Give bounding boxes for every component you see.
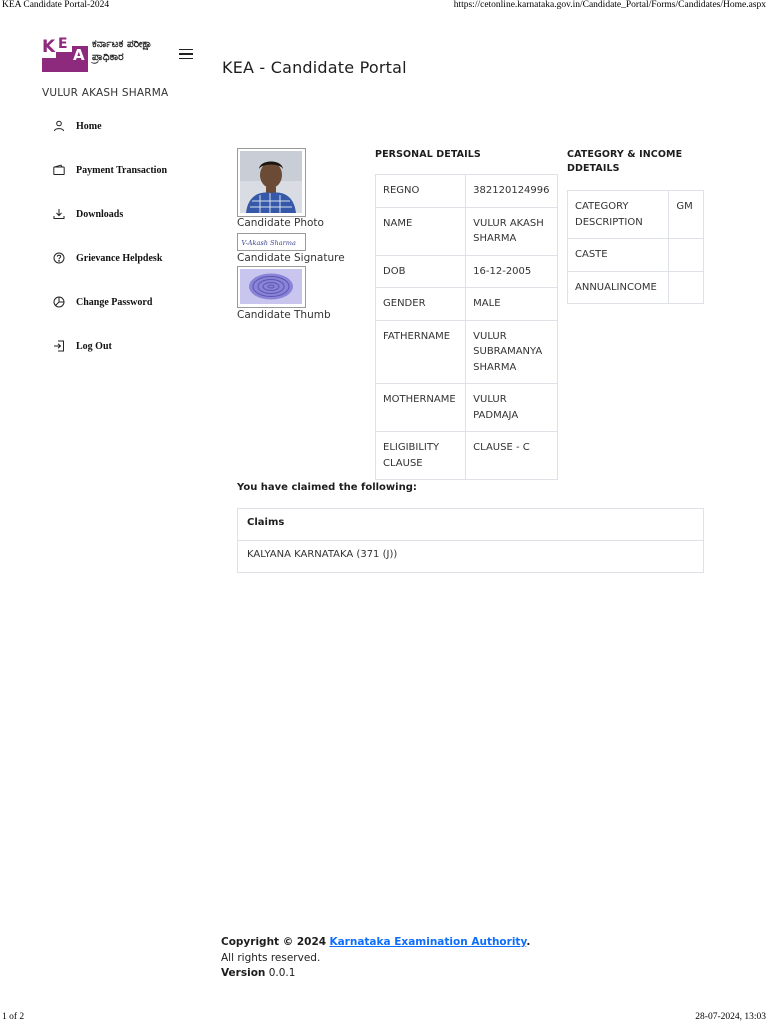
candidate-thumb-image <box>240 269 302 304</box>
gender-value: MALE <box>466 288 558 321</box>
print-footer <box>0 1010 768 1024</box>
kea-kannada-name <box>92 38 152 64</box>
sidebar-item-label: Grievance Helpdesk <box>76 252 163 264</box>
table-row <box>568 271 704 304</box>
personal-details-table <box>375 174 558 480</box>
candidate-thumb-label: Candidate Thumb <box>237 309 331 321</box>
category-details-title: CATEGORY & INCOME DDETAILS <box>567 149 683 174</box>
print-page-title: KEA Candidate Portal-2024 <box>2 0 110 10</box>
print-page-number: 1 of 2 <box>2 1012 25 1022</box>
gender-label: GENDER <box>376 288 466 321</box>
dob-value: 16-12-2005 <box>466 255 558 288</box>
help-circle-icon <box>52 251 66 265</box>
claims-intro: You have claimed the following: <box>237 482 417 493</box>
sidebar-item-downloads[interactable] <box>52 204 222 224</box>
sidebar-item-label: Log Out <box>76 340 112 352</box>
name-value: VULUR AKASH SHARMA <box>466 207 558 255</box>
sidebar-item-label: Home <box>76 120 102 132</box>
category-description-value: GM <box>669 191 704 239</box>
annual-income-value <box>669 271 704 304</box>
version-label: Version <box>221 967 266 979</box>
page-title: KEA - Candidate Portal <box>222 58 407 77</box>
logout-icon <box>52 339 66 353</box>
mothername-value: VULUR PADMAJA <box>466 384 558 432</box>
print-url: https://cetonline.karnataka.gov.in/Candidate_Portal/Forms/Candidates/Home.aspx <box>453 0 766 10</box>
fathername-label: FATHERNAME <box>376 320 466 384</box>
table-row <box>376 432 558 480</box>
kea-link[interactable]: Karnataka Examination Authority <box>329 936 527 948</box>
download-icon <box>52 207 66 221</box>
print-datetime: 28-07-2024, 13:03 <box>695 1012 766 1022</box>
user-icon <box>52 119 66 133</box>
sidebar-item-home[interactable] <box>52 116 222 136</box>
version-line <box>221 966 530 982</box>
fathername-value: VULUR SUBRAMANYA SHARMA <box>466 320 558 384</box>
print-header <box>0 0 768 12</box>
page-footer <box>221 935 530 982</box>
category-details-table <box>567 190 704 304</box>
dob-label: DOB <box>376 255 466 288</box>
sidebar-item-change-password[interactable] <box>52 292 222 312</box>
table-row <box>376 175 558 208</box>
sidebar-item-label: Payment Transaction <box>76 164 168 176</box>
candidate-photo-label: Candidate Photo <box>237 217 324 229</box>
copyright-prefix: Copyright © 2024 <box>221 936 327 948</box>
version-value: 0.0.1 <box>268 967 296 979</box>
eligibility-clause-value: CLAUSE - C <box>466 432 558 480</box>
pie-chart-icon <box>52 295 66 309</box>
table-row <box>376 288 558 321</box>
svg-text:K: K <box>42 37 56 57</box>
table-row <box>376 320 558 384</box>
caste-label: CASTE <box>568 239 669 272</box>
table-row <box>376 255 558 288</box>
kannada-line-1: ಕರ್ನಾಟಕ ಪರೀಕ್ಷಾ <box>92 38 153 50</box>
table-row <box>376 384 558 432</box>
candidate-signature <box>237 233 306 251</box>
regno-label: REGNO <box>376 175 466 208</box>
personal-details-title: PERSONAL DETAILS <box>375 149 481 160</box>
caste-value <box>669 239 704 272</box>
kea-logo[interactable] <box>42 36 192 76</box>
eligibility-clause-label: ELIGIBILITY CLAUSE <box>376 432 466 480</box>
menu-toggle-icon[interactable] <box>179 49 193 61</box>
kea-logo-mark <box>42 36 90 72</box>
sidebar-item-label: Change Password <box>76 296 153 308</box>
name-label: NAME <box>376 207 466 255</box>
list-item: KALYANA KARNATAKA (371 (J)) <box>247 549 398 560</box>
category-description-label: CATEGORY DESCRIPTION <box>568 191 669 239</box>
svg-text:V-Akash Sharma: V-Akash Sharma <box>241 238 296 247</box>
rights-text: All rights reserved. <box>221 951 321 964</box>
svg-text:E: E <box>58 36 68 52</box>
kannada-line-2: ಪ್ರಾಧಿಕಾರ <box>92 51 124 63</box>
claims-header: Claims <box>238 509 703 541</box>
copyright-line <box>221 935 530 951</box>
sidebar-item-payment-transaction[interactable] <box>52 160 222 180</box>
annual-income-label: ANNUALINCOME <box>568 271 669 304</box>
copyright-suffix: . <box>526 936 531 948</box>
sidebar-item-grievance-helpdesk[interactable] <box>52 248 222 268</box>
candidate-signature-label: Candidate Signature <box>237 252 345 264</box>
svg-text:A: A <box>73 46 85 64</box>
candidate-photo <box>237 148 306 217</box>
regno-value: 382120124996 <box>466 175 558 208</box>
candidate-photo-image <box>240 151 302 213</box>
sidebar-item-label: Downloads <box>76 208 124 220</box>
mothername-label: MOTHERNAME <box>376 384 466 432</box>
candidate-thumb <box>237 266 306 308</box>
candidate-signature-image <box>238 234 304 249</box>
sidebar-item-log-out[interactable] <box>52 336 222 356</box>
claims-table <box>237 508 704 573</box>
wallet-icon <box>52 163 66 177</box>
table-row <box>376 207 558 255</box>
table-row <box>568 239 704 272</box>
table-row <box>568 191 704 239</box>
user-name: VULUR AKASH SHARMA <box>42 87 169 99</box>
